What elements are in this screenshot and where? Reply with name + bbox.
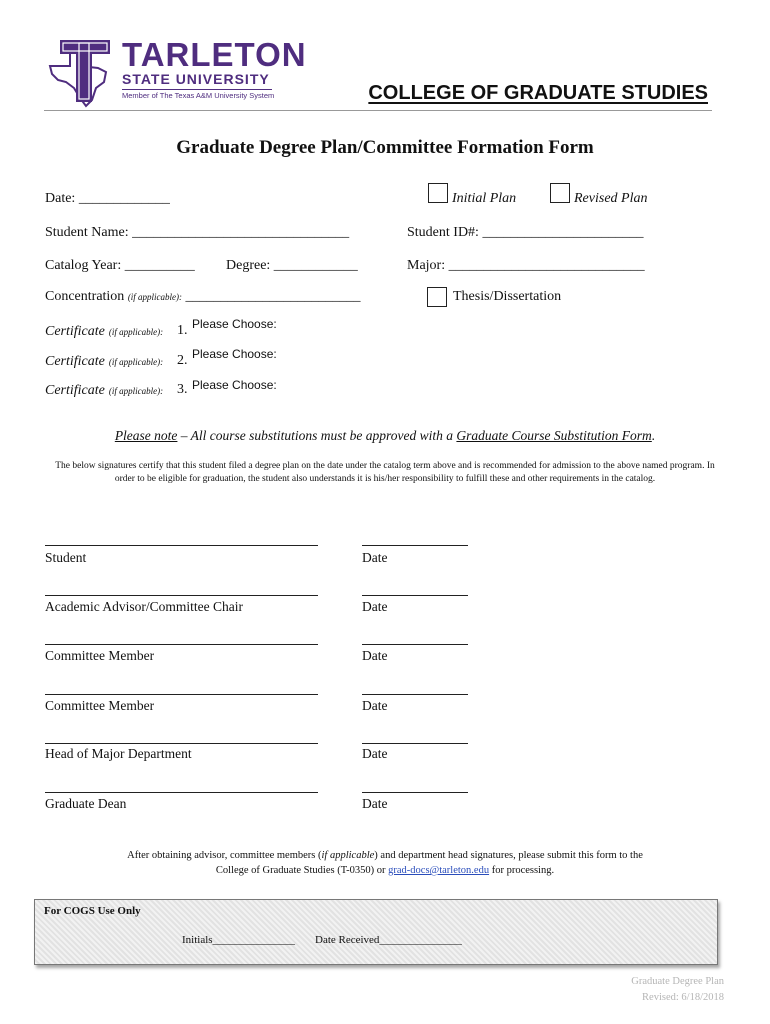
footer-revised-date: Revised: 6/18/2018 <box>642 992 724 1003</box>
certificate-label: Certificate <box>45 324 105 339</box>
instructions-text: After obtaining advisor, committee members ( <box>127 850 322 861</box>
date-line[interactable] <box>362 545 468 546</box>
certificate-row <box>45 352 163 370</box>
signature-date-label: Date <box>362 796 388 811</box>
signature-role: Committee Member <box>45 648 155 663</box>
instructions-text: for processing. <box>489 865 555 876</box>
thesis-label: Thesis/Dissertation <box>453 289 562 304</box>
certificate-number: 2. <box>177 353 188 368</box>
certificate-number: 3. <box>177 382 188 397</box>
brand-member-text: Member of The Texas A&M University System <box>122 91 275 100</box>
concentration-field[interactable] <box>45 289 361 305</box>
signature-date-label: Date <box>362 648 388 663</box>
signature-role: Committee Member <box>45 698 155 713</box>
student-name-field[interactable]: Student Name: _______________________________ <box>45 225 350 240</box>
signature-role: Academic Advisor/Committee Chair <box>45 599 243 614</box>
cogs-initials-field[interactable]: Initials_______________ <box>182 934 296 946</box>
please-note-prefix: Please note <box>114 428 178 443</box>
degree-field[interactable]: Degree: ____________ <box>226 258 358 273</box>
instructions-text: College of Graduate Studies (T-0350) or <box>215 865 389 876</box>
concentration-hint: (if applicable): <box>127 292 183 302</box>
student-id-field[interactable]: Student ID#: _______________________ <box>407 225 644 240</box>
signature-role: Student <box>45 550 87 565</box>
certificate-row <box>45 381 163 399</box>
certificate-hint: (if applicable): <box>108 386 164 396</box>
certificate-2-select[interactable]: Please Choose: <box>192 347 277 361</box>
tarleton-logo <box>46 36 116 108</box>
header-divider <box>44 110 712 111</box>
certificate-hint: (if applicable): <box>108 357 164 367</box>
signature-line[interactable] <box>45 743 318 744</box>
signature-date-label: Date <box>362 599 388 614</box>
certificate-1-select[interactable]: Please Choose: <box>192 317 277 331</box>
brand-name: TARLETON <box>122 36 307 73</box>
cogs-title: For COGS Use Only <box>44 905 141 917</box>
signature-line[interactable] <box>45 545 318 546</box>
signature-date-label: Date <box>362 746 388 761</box>
signature-role: Graduate Dean <box>45 796 127 811</box>
revised-plan-checkbox[interactable] <box>550 183 570 203</box>
revised-plan-label: Revised Plan <box>574 191 648 206</box>
signature-line[interactable] <box>45 644 318 645</box>
certificate-number: 1. <box>177 323 188 338</box>
instructions-text: ) and department head signatures, please submit this form to the <box>374 850 643 861</box>
date-line[interactable] <box>362 595 468 596</box>
concentration-line: _________________________ <box>185 289 361 304</box>
brand-subtitle: STATE UNIVERSITY <box>122 71 270 87</box>
thesis-checkbox[interactable] <box>427 287 447 307</box>
major-field[interactable]: Major: ____________________________ <box>407 258 645 273</box>
certify-paragraph: The below signatures certify that this student filed a degree plan on the date under the catalog term above and is recommended for admission to the above named program. In order to be eligible for graduation, the student also understands it is his/her responsibility to fulfill these and other requirements in the catalog. <box>55 461 715 484</box>
date-line[interactable] <box>362 743 468 744</box>
submission-instructions <box>60 848 710 878</box>
catalog-year-field[interactable]: Catalog Year: __________ <box>45 258 195 273</box>
signature-line[interactable] <box>45 595 318 596</box>
date-line[interactable] <box>362 694 468 695</box>
date-line[interactable] <box>362 792 468 793</box>
brand-divider <box>122 89 272 90</box>
instructions-italic: if applicable <box>321 850 375 861</box>
form-title: Graduate Degree Plan/Committee Formation Form <box>176 137 594 158</box>
please-note-suffix: . <box>651 428 656 443</box>
please-note-text: – All course substitutions must be approved with a <box>177 428 457 443</box>
certificate-label: Certificate <box>45 383 105 398</box>
certificate-row <box>45 322 163 340</box>
signature-date-label: Date <box>362 550 388 565</box>
initial-plan-checkbox[interactable] <box>428 183 448 203</box>
signature-line[interactable] <box>45 694 318 695</box>
certificate-label: Certificate <box>45 354 105 369</box>
email-link[interactable]: grad-docs@tarleton.edu <box>388 865 490 876</box>
footer-form-name: Graduate Degree Plan <box>631 976 724 987</box>
initial-plan-label: Initial Plan <box>452 191 517 206</box>
date-line[interactable] <box>362 644 468 645</box>
concentration-label: Concentration <box>45 289 125 304</box>
please-note <box>0 428 770 444</box>
certificate-3-select[interactable]: Please Choose: <box>192 378 277 392</box>
certificate-hint: (if applicable): <box>108 327 164 337</box>
signature-date-label: Date <box>362 698 388 713</box>
date-field[interactable]: Date: _____________ <box>45 191 170 206</box>
college-heading: COLLEGE OF GRADUATE STUDIES <box>368 82 708 104</box>
signature-line[interactable] <box>45 792 318 793</box>
cogs-date-received-field[interactable]: Date Received_______________ <box>315 934 462 946</box>
signature-role: Head of Major Department <box>45 746 192 761</box>
course-substitution-link[interactable]: Graduate Course Substitution Form <box>456 428 652 443</box>
